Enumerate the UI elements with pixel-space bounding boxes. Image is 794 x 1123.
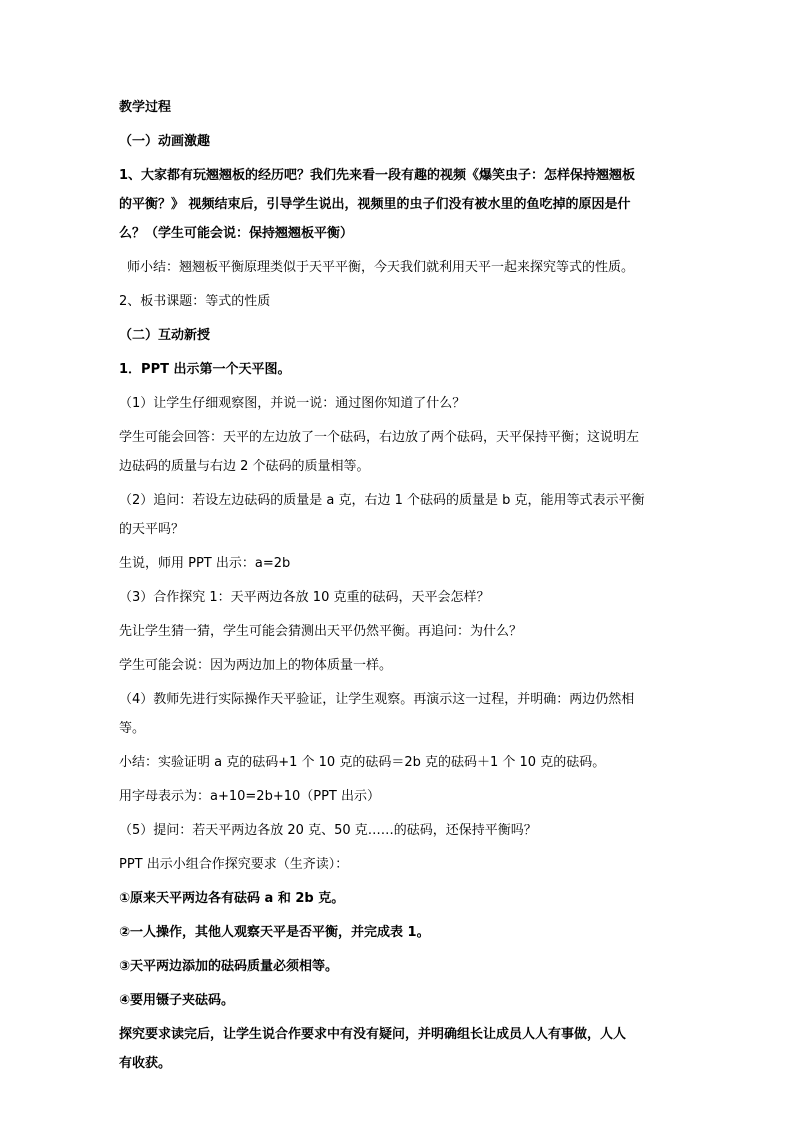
section-heading: 教学过程 bbox=[119, 100, 172, 115]
paragraph-line: 小结：实验证明 a 克的砝码+1 个 10 克的砝码＝2b 克的砝码＋1 个 10 克的砝码。 bbox=[119, 755, 606, 770]
paragraph-line: 边砝码的质量与右边 2 个砝码的质量相等。 bbox=[119, 459, 370, 474]
paragraph-line: 生说，师用 PPT 出示：a=2b bbox=[119, 556, 291, 571]
requirement-item: ④要用镊子夹砝码。 bbox=[119, 993, 235, 1008]
paragraph-line: （2）追问：若设左边砝码的质量是 a 克，右边 1 个砝码的质量是 b 克，能用等式表示平衡 bbox=[119, 493, 645, 508]
paragraph-line: 么？（学生可能会说：保持翘翘板平衡） bbox=[119, 226, 354, 241]
paragraph-line: 探究要求读完后，让学生说合作要求中有没有疑问，并明确组长让成员人人有事做，人人 bbox=[119, 1027, 627, 1042]
paragraph-line: （5）提问：若天平两边各放 20 克、50 克……的砝码，还保持平衡吗？ bbox=[119, 823, 537, 838]
paragraph-line: 学生可能会回答：天平的左边放了一个砝码，右边放了两个砝码，天平保持平衡；这说明左 bbox=[119, 430, 640, 445]
paragraph-line: 的平衡？》 视频结束后，引导学生说出，视频里的虫子们没有被水里的鱼吃掉的原因是什 bbox=[119, 197, 631, 212]
requirement-item: ③天平两边添加的砝码质量必须相等。 bbox=[119, 959, 339, 974]
paragraph-line: 学生可能会说：因为两边加上的物体质量一样。 bbox=[119, 658, 393, 673]
subsection-heading: （二）互动新授 bbox=[119, 328, 211, 343]
paragraph-line: （1）让学生仔细观察图，并说一说：通过图你知道了什么？ bbox=[119, 396, 466, 411]
paragraph-line: 师小结：翘翘板平衡原理类似于天平平衡，今天我们就利用天平一起来探究等式的性质。 bbox=[127, 260, 635, 275]
paragraph-line: 先让学生猜一猜，学生可能会猜测出天平仍然平衡。再追问：为什么？ bbox=[119, 624, 523, 639]
paragraph-line: 等。 bbox=[119, 721, 146, 736]
document-body bbox=[119, 99, 679, 1073]
subsection-heading: （一）动画激趣 bbox=[119, 134, 211, 149]
paragraph-line: 2、板书课题：等式的性质 bbox=[119, 294, 271, 309]
paragraph-line: PPT 出示小组合作探究要求（生齐读）： bbox=[119, 857, 349, 872]
requirement-item: ②一人操作，其他人观察天平是否平衡，并完成表 1。 bbox=[119, 925, 430, 940]
paragraph-line: 1、大家都有玩翘翘板的经历吧？我们先来看一段有趣的视频《爆笑虫子：怎样保持翘翘板 bbox=[119, 168, 636, 183]
paragraph-line: 有收获。 bbox=[119, 1056, 172, 1071]
paragraph-line: 用字母表示为：a+10=2b+10（PPT 出示） bbox=[119, 789, 381, 804]
requirement-item: ①原来天平两边各有砝码 a 和 2b 克。 bbox=[119, 891, 345, 906]
paragraph-line: （4）教师先进行实际操作天平验证，让学生观察。再演示这一过程，并明确：两边仍然相 bbox=[119, 692, 635, 707]
paragraph-line: 1．PPT 出示第一个天平图。 bbox=[119, 362, 291, 377]
paragraph-line: （3）合作探究 1：天平两边各放 10 克重的砝码，天平会怎样？ bbox=[119, 590, 490, 605]
paragraph-line: 的天平吗？ bbox=[119, 522, 185, 537]
